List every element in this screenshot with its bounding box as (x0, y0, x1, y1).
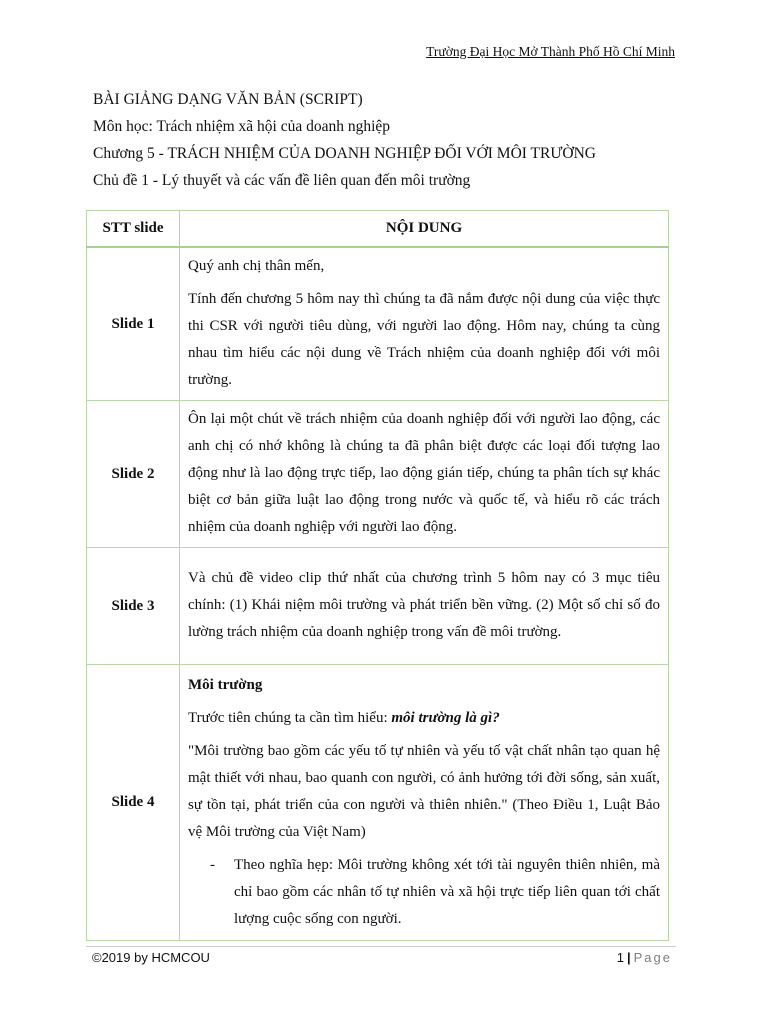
table-row (87, 401, 669, 548)
slide-label: Slide 2 (87, 401, 180, 548)
dash-list (188, 852, 660, 933)
intro-text: Trước tiên chúng ta cần tìm hiểu: (188, 709, 392, 726)
paragraph (188, 705, 660, 732)
column-header-content: NỘI DUNG (180, 211, 669, 248)
header-institution: Trường Đại Học Mở Thành Phố Hồ Chí Minh (426, 44, 675, 59)
slide-label: Slide 1 (87, 247, 180, 401)
slide-label: Slide 3 (87, 548, 180, 665)
course-line: Môn học: Trách nhiệm xã hội của doanh nghiệp (93, 118, 391, 135)
script-table (86, 210, 669, 941)
page-separator: | (626, 950, 631, 965)
list-item (210, 852, 660, 933)
table-row (87, 548, 669, 665)
quote-paragraph: "Môi trường bao gồm các yếu tố tự nhiên và yếu tố vật chất nhân tạo quan hệ mật thiết với nhau, bao quanh con người, có ảnh hưởng tới đời sống, sản xuất, sự tồn tại, phát triển của con người và thiên nhiên." (Theo Điều 1, Luật Bảo vệ Môi trường của Việt Nam) (188, 742, 660, 840)
footer-page-indicator (617, 950, 672, 965)
table-row (87, 665, 669, 941)
footer-divider (86, 946, 676, 947)
paragraph: Và chủ đề video clip thứ nhất của chương trình 5 hôm nay có 3 mục tiêu chính: (1) Khái niệm môi trường và phát triển bền vững. (2) Một số chỉ số đo lường trách nhiệm của doanh nghiệp trong vấn đề môi trường. (188, 570, 660, 640)
slide-content (180, 665, 669, 941)
table-header-row (87, 211, 669, 248)
slide-content (180, 548, 669, 665)
topic-line: Chủ đề 1 - Lý thuyết và các vấn đề liên quan đến môi trường (93, 172, 471, 189)
list-item-text: Theo nghĩa hẹp: Môi trường không xét tới tài nguyên thiên nhiên, mà chỉ bao gồm các nhân tố tự nhiên và xã hội trực tiếp liên quan tới chất lượng cuộc sống con người. (234, 856, 660, 927)
slide-content (180, 401, 669, 548)
column-header-slide: STT slide (87, 211, 180, 248)
paragraph: Quý anh chị thân mến, (188, 258, 325, 274)
doc-type-line: BÀI GIẢNG DẠNG VĂN BẢN (SCRIPT) (93, 91, 363, 108)
page-word: Page (633, 950, 672, 965)
section-heading: Môi trường (188, 676, 263, 693)
table-row (87, 247, 669, 401)
paragraph: Ôn lại một chút về trách nhiệm của doanh nghiệp đối với người lao động, các anh chị có nhớ không là chúng ta đã phân biệt được các loại đối tượng lao động như là lao động trực tiếp, lao động gián tiếp, chúng ta phân tích sự khác biệt cơ bản giữa luật lao động trong nước và quốc tế, và hiểu rõ các trách nhiệm của doanh nghiệp với người lao động. (188, 411, 660, 535)
paragraph: Tính đến chương 5 hôm nay thì chúng ta đã nắm được nội dung của việc thực thi CSR với người tiêu dùng, với người lao động. Hôm nay, chúng ta cùng nhau tìm hiểu các nội dung về Trách nhiệm của doanh nghiệp đối với môi trường. (188, 291, 660, 388)
chapter-line: Chương 5 - TRÁCH NHIỆM CỦA DOANH NGHIỆP ĐỐI VỚI MÔI TRƯỜNG (93, 145, 596, 162)
dash-marker: - (210, 856, 215, 873)
document-meta (93, 86, 596, 194)
slide-content (180, 247, 669, 401)
slide-label: Slide 4 (87, 665, 180, 941)
page-number: 1 (616, 950, 624, 965)
intro-emphasis: môi trường là gì? (391, 709, 500, 726)
footer-copyright: ©2019 by HCMCOU (92, 950, 210, 965)
